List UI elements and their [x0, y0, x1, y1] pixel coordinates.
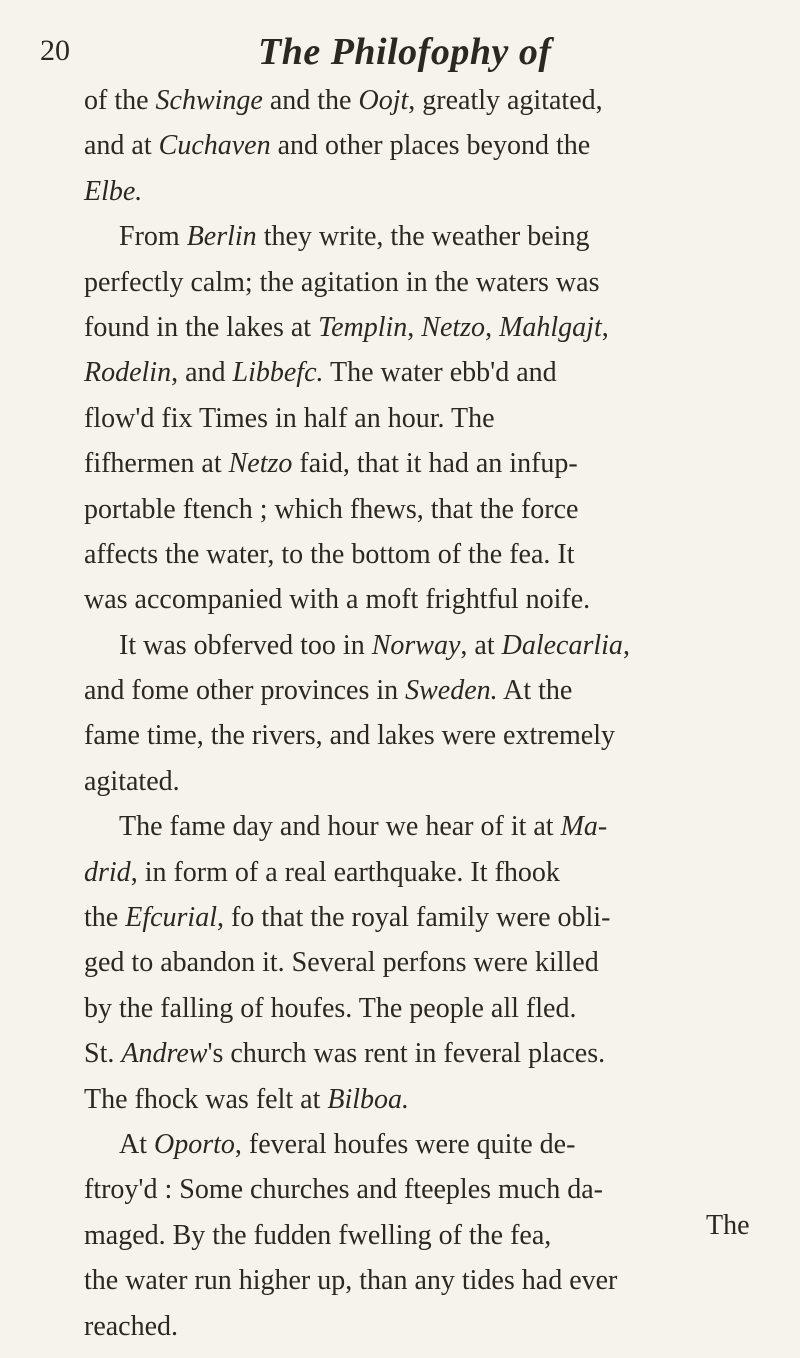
italic-term: Netzo — [421, 311, 486, 343]
text-run: and the — [262, 85, 359, 116]
italic-term: Cuchaven — [158, 130, 271, 162]
italic-term: Templin — [318, 311, 408, 343]
italic-term: Oporto — [154, 1128, 235, 1160]
text-line — [84, 1167, 784, 1212]
text-run: The fhock was felt at — [84, 1083, 328, 1115]
italic-term: Oojt — [358, 85, 409, 116]
text-run: affects the water, to the bottom of the fea. It — [84, 538, 575, 570]
text-line — [84, 1031, 784, 1076]
text-run: St. — [84, 1038, 122, 1070]
text-line — [84, 713, 784, 758]
text-line — [84, 305, 784, 350]
text-run: From — [119, 221, 187, 253]
text-run: At the — [497, 675, 573, 707]
italic-term: Netzo — [228, 448, 293, 480]
text-line — [84, 804, 784, 849]
italic-term: Rodelin — [84, 357, 172, 389]
italic-term: drid — [84, 856, 131, 888]
italic-term: Andrew — [121, 1038, 208, 1070]
text-line — [84, 532, 784, 577]
text-line — [84, 577, 784, 622]
text-run: fifhermen at — [84, 448, 229, 480]
text-run: agitated. — [84, 765, 180, 797]
body-text — [84, 78, 784, 1349]
text-run: portable ftench ; which fhews, that the force — [84, 493, 579, 525]
page-header — [40, 28, 760, 78]
italic-term: Efcurial — [125, 902, 217, 934]
text-run: faid, that it had an infup- — [292, 448, 578, 480]
italic-term: Ma- — [560, 811, 608, 843]
italic-term: Sweden. — [405, 675, 498, 707]
text-run: , — [622, 629, 630, 661]
catchword: The — [706, 1210, 750, 1241]
italic-term: Schwinge — [155, 85, 263, 116]
text-line — [84, 78, 784, 123]
text-run: the water run higher up, than any tides had ever — [84, 1265, 618, 1297]
text-run: found in the lakes at — [84, 311, 319, 343]
text-line — [84, 214, 784, 259]
text-run: , fo that the royal family were obli- — [216, 902, 611, 934]
text-run: and fome other provinces in — [84, 675, 406, 707]
text-run: ftroy'd : Some churches and fteeples much da- — [84, 1174, 603, 1206]
running-title: The Philofophy of — [258, 31, 552, 73]
text-line — [84, 487, 784, 532]
italic-term: Elbe. — [84, 175, 143, 207]
text-line — [84, 260, 784, 305]
text-run: fame time, the rivers, and lakes were extremely — [84, 720, 615, 752]
text-line — [84, 623, 784, 668]
text-run: the — [84, 902, 126, 934]
text-line — [84, 850, 784, 895]
italic-term: Mahlgajt — [499, 311, 602, 343]
text-run: reached. — [84, 1310, 179, 1342]
text-line — [84, 759, 784, 804]
text-run: ged to abandon it. Several perfons were killed — [84, 947, 599, 979]
text-run: It was obferved too in — [119, 629, 372, 661]
text-run: they write, the weather being — [256, 221, 590, 253]
page-number: 20 — [40, 34, 70, 67]
text-line — [84, 1077, 784, 1122]
text-line — [84, 895, 784, 940]
text-run: by the falling of houfes. The people all fled. — [84, 992, 577, 1024]
text-run: , feveral houfes were quite de- — [234, 1128, 576, 1160]
text-line — [84, 1304, 784, 1349]
text-run: 's church was rent in feveral places. — [207, 1038, 606, 1070]
text-run: perfectly calm; the agitation in the waters was — [84, 266, 600, 298]
text-run: , — [485, 311, 500, 343]
text-line — [84, 1213, 784, 1258]
text-run: of the — [84, 85, 156, 116]
text-run: flow'd fix Times in half an hour. The — [84, 402, 495, 434]
text-run: The water ebb'd and — [323, 357, 557, 389]
text-run: At — [119, 1128, 154, 1160]
text-line — [84, 940, 784, 985]
italic-term: Bilboa. — [327, 1083, 410, 1115]
italic-term: Dalecarlia — [501, 629, 623, 661]
text-run: maged. By the fudden fwelling of the fea, — [84, 1219, 552, 1251]
text-run: , at — [460, 629, 502, 661]
text-line — [84, 396, 784, 441]
text-line — [84, 441, 784, 486]
text-run: , — [601, 311, 609, 343]
text-run: , in form of a real earthquake. It fhook — [130, 856, 560, 888]
text-run: was accompanied with a moft frightful noife. — [84, 584, 591, 616]
text-line — [84, 169, 784, 214]
italic-term: Norway — [371, 629, 461, 661]
italic-term: Berlin — [186, 221, 257, 253]
text-run: The fame day and hour we hear of it at — [119, 811, 561, 843]
italic-term: Libbefc. — [232, 357, 324, 389]
text-line — [84, 1258, 784, 1303]
text-line — [84, 668, 784, 713]
text-run: and other places beyond the — [270, 130, 591, 162]
text-run: , — [407, 311, 422, 343]
text-line — [84, 350, 784, 395]
text-line — [84, 986, 784, 1031]
text-run: and at — [84, 130, 159, 162]
text-run: , and — [171, 357, 233, 389]
text-line — [84, 1122, 784, 1167]
text-line — [84, 123, 784, 168]
text-run: , greatly agitated, — [408, 85, 603, 116]
